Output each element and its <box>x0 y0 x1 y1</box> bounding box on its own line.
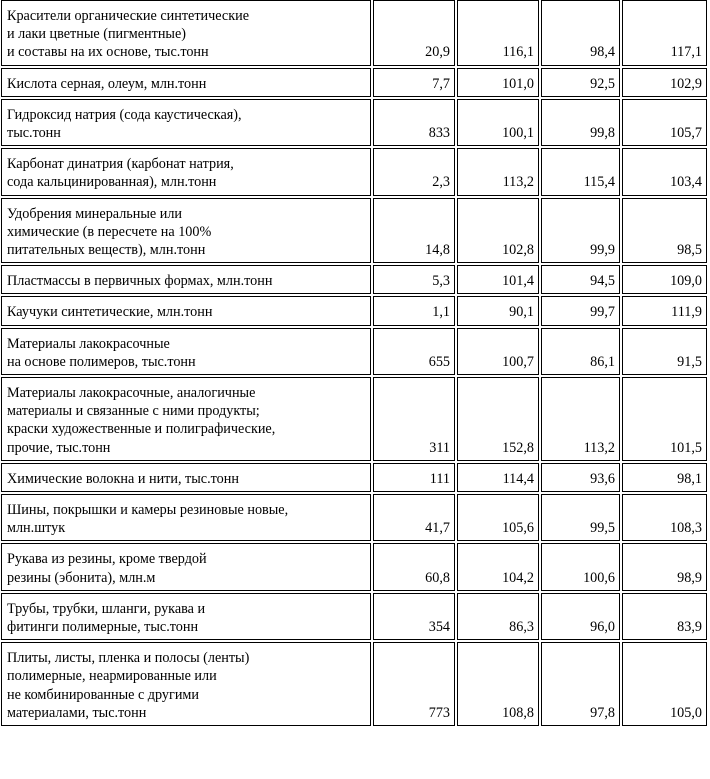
value-text: 97,8 <box>590 704 615 721</box>
value-cell-col4 <box>622 494 707 541</box>
value-text: 96,0 <box>590 619 615 636</box>
product-name-line: Трубы, трубки, шланги, рукава и <box>7 600 206 617</box>
product-name-line: Плиты, листы, пленка и полосы (ленты) <box>7 650 250 667</box>
value-cell-col3 <box>541 328 620 375</box>
product-name-line: сода кальцинированная), млн.тонн <box>7 174 217 191</box>
product-name-line: и лаки цветные (пигментные) <box>7 26 186 43</box>
value-cell-col2 <box>457 593 539 640</box>
product-name-line: Рукава из резины, кроме твердой <box>7 551 207 568</box>
value-text: 773 <box>428 704 450 721</box>
value-text: 354 <box>428 619 450 636</box>
value-text: 152,8 <box>502 439 534 456</box>
value-text: 114,4 <box>502 470 534 487</box>
value-text: 98,1 <box>677 470 702 487</box>
product-name-line: Удобрения минеральные или <box>7 205 182 222</box>
product-name <box>7 464 365 491</box>
value-text: 113,2 <box>583 439 615 456</box>
value-cell-col2 <box>457 328 539 375</box>
value-text: 90,1 <box>509 304 534 321</box>
value-text: 109,0 <box>670 273 702 290</box>
value-text: 311 <box>429 439 450 456</box>
product-name <box>7 199 365 263</box>
product-name-cell <box>1 593 371 640</box>
value-cell-col1 <box>373 463 455 492</box>
value-cell-col1 <box>373 198 455 264</box>
product-name-line: химические (в пересчете на 100% <box>7 223 212 240</box>
value-text: 100,1 <box>502 125 534 142</box>
table-row <box>1 99 707 146</box>
table-row <box>1 463 707 492</box>
product-name-cell <box>1 463 371 492</box>
value-text: 14,8 <box>425 242 450 259</box>
product-name-line: Химические волокна и нити, тыс.тонн <box>7 470 239 487</box>
value-cell-col4 <box>622 198 707 264</box>
value-text: 100,7 <box>502 353 534 370</box>
value-text: 115,4 <box>583 174 615 191</box>
value-text: 108,8 <box>502 704 534 721</box>
product-name-cell <box>1 0 371 66</box>
product-name-cell <box>1 198 371 264</box>
value-cell-col1 <box>373 377 455 461</box>
product-name <box>7 100 365 145</box>
product-name <box>7 69 365 96</box>
value-cell-col2 <box>457 68 539 97</box>
value-text: 92,5 <box>590 75 615 92</box>
value-cell-col1 <box>373 148 455 195</box>
value-text: 105,7 <box>670 125 702 142</box>
product-name-line: Каучуки синтетические, млн.тонн <box>7 304 213 321</box>
product-name-line: полимерные, неармированные или <box>7 668 217 685</box>
product-name-line: Карбонат динатрия (карбонат натрия, <box>7 156 234 173</box>
value-cell-col3 <box>541 198 620 264</box>
value-text: 99,7 <box>590 304 615 321</box>
value-text: 41,7 <box>425 520 450 537</box>
product-name-line: млн.штук <box>7 520 66 537</box>
table-row <box>1 198 707 264</box>
value-text: 101,4 <box>502 273 534 290</box>
product-name-line: Кислота серная, олеум, млн.тонн <box>7 75 207 92</box>
value-cell-col2 <box>457 265 539 294</box>
value-cell-col3 <box>541 642 620 726</box>
value-text: 5,3 <box>432 273 450 290</box>
product-name <box>7 1 365 65</box>
value-cell-col1 <box>373 642 455 726</box>
value-text: 104,2 <box>502 569 534 586</box>
value-cell-col2 <box>457 377 539 461</box>
value-cell-col1 <box>373 593 455 640</box>
value-cell-col3 <box>541 0 620 66</box>
product-name <box>7 266 365 293</box>
value-cell-col1 <box>373 68 455 97</box>
table-row <box>1 265 707 294</box>
product-name-line: Пластмассы в первичных формах, млн.тонн <box>7 273 273 290</box>
value-cell-col4 <box>622 543 707 590</box>
value-cell-col2 <box>457 148 539 195</box>
product-name-line: прочие, тыс.тонн <box>7 439 111 456</box>
value-cell-col1 <box>373 0 455 66</box>
value-cell-col3 <box>541 494 620 541</box>
value-cell-col2 <box>457 543 539 590</box>
product-name-line: питательных веществ), млн.тонн <box>7 242 206 259</box>
product-name-line: материалы и связанные с ними продукты; <box>7 403 260 420</box>
value-cell-col4 <box>622 642 707 726</box>
product-name-cell <box>1 148 371 195</box>
value-text: 86,1 <box>590 353 615 370</box>
product-name <box>7 643 365 725</box>
product-name-line: Материалы лакокрасочные <box>7 335 170 352</box>
product-name-line: краски художественные и полиграфические, <box>7 421 276 438</box>
value-cell-col1 <box>373 543 455 590</box>
value-text: 7,7 <box>432 75 450 92</box>
value-text: 83,9 <box>677 619 702 636</box>
table-row <box>1 642 707 726</box>
value-text: 108,3 <box>670 520 702 537</box>
value-cell-col3 <box>541 463 620 492</box>
value-cell-col2 <box>457 463 539 492</box>
value-text: 105,0 <box>670 704 702 721</box>
product-name <box>7 594 365 639</box>
product-name-cell <box>1 543 371 590</box>
value-cell-col4 <box>622 463 707 492</box>
value-cell-col2 <box>457 0 539 66</box>
value-cell-col4 <box>622 0 707 66</box>
product-name-line: Шины, покрышки и камеры резиновые новые, <box>7 502 289 519</box>
product-name-line: материалами, тыс.тонн <box>7 704 147 721</box>
value-text: 2,3 <box>432 174 450 191</box>
product-name <box>7 495 365 540</box>
table-row <box>1 0 707 66</box>
value-text: 833 <box>428 125 450 142</box>
value-cell-col1 <box>373 99 455 146</box>
value-text: 99,5 <box>590 520 615 537</box>
value-cell-col3 <box>541 148 620 195</box>
value-text: 99,9 <box>590 242 615 259</box>
value-text: 103,4 <box>670 174 702 191</box>
value-cell-col1 <box>373 328 455 375</box>
value-cell-col3 <box>541 593 620 640</box>
product-name <box>7 378 365 460</box>
value-text: 60,8 <box>425 569 450 586</box>
value-cell-col3 <box>541 68 620 97</box>
product-name-cell <box>1 99 371 146</box>
value-text: 100,6 <box>583 569 615 586</box>
product-name-line: фитинги полимерные, тыс.тонн <box>7 619 199 636</box>
table-row <box>1 296 707 325</box>
value-cell-col3 <box>541 99 620 146</box>
value-text: 105,6 <box>502 520 534 537</box>
value-cell-col3 <box>541 543 620 590</box>
value-text: 655 <box>428 353 450 370</box>
value-text: 1,1 <box>432 304 450 321</box>
product-name-line: тыс.тонн <box>7 125 61 142</box>
value-cell-col3 <box>541 296 620 325</box>
value-text: 102,9 <box>670 75 702 92</box>
value-cell-col2 <box>457 99 539 146</box>
value-cell-col3 <box>541 377 620 461</box>
value-cell-col4 <box>622 99 707 146</box>
product-name-cell <box>1 642 371 726</box>
value-text: 86,3 <box>509 619 534 636</box>
value-cell-col1 <box>373 296 455 325</box>
product-name-line: Гидроксид натрия (сода каустическая), <box>7 106 242 123</box>
value-text: 98,5 <box>677 242 702 259</box>
product-name <box>7 544 365 589</box>
value-cell-col4 <box>622 296 707 325</box>
value-text: 101,5 <box>670 439 702 456</box>
table-row <box>1 377 707 461</box>
table-row <box>1 543 707 590</box>
product-name-line: на основе полимеров, тыс.тонн <box>7 353 196 370</box>
value-cell-col3 <box>541 265 620 294</box>
value-cell-col2 <box>457 494 539 541</box>
product-name-line: и составы на их основе, тыс.тонн <box>7 44 209 61</box>
value-cell-col4 <box>622 265 707 294</box>
value-cell-col2 <box>457 198 539 264</box>
table-row <box>1 328 707 375</box>
value-text: 111 <box>429 470 450 487</box>
table-body <box>1 0 707 726</box>
value-cell-col1 <box>373 494 455 541</box>
value-cell-col2 <box>457 642 539 726</box>
value-cell-col1 <box>373 265 455 294</box>
product-name-cell <box>1 328 371 375</box>
value-text: 20,9 <box>425 44 450 61</box>
product-name-cell <box>1 265 371 294</box>
value-text: 102,8 <box>502 242 534 259</box>
value-text: 98,9 <box>677 569 702 586</box>
value-text: 111,9 <box>671 304 702 321</box>
value-cell-col4 <box>622 377 707 461</box>
value-text: 94,5 <box>590 273 615 290</box>
value-cell-col2 <box>457 296 539 325</box>
product-name-cell <box>1 377 371 461</box>
value-text: 99,8 <box>590 125 615 142</box>
product-name-cell <box>1 494 371 541</box>
table-row <box>1 593 707 640</box>
product-name <box>7 329 365 374</box>
product-name-line: не комбинированные с другими <box>7 686 200 703</box>
product-name-line: Красители органические синтетические <box>7 8 249 24</box>
product-name-cell <box>1 296 371 325</box>
value-cell-col4 <box>622 68 707 97</box>
value-text: 117,1 <box>670 44 702 61</box>
value-text: 98,4 <box>590 44 615 61</box>
table-row <box>1 68 707 97</box>
product-name-line: резины (эбонита), млн.м <box>7 569 156 586</box>
table-row <box>1 494 707 541</box>
table-row <box>1 148 707 195</box>
value-text: 91,5 <box>677 353 702 370</box>
product-name-line: Материалы лакокрасочные, аналогичные <box>7 385 256 402</box>
product-name <box>7 149 365 194</box>
value-text: 113,2 <box>502 174 534 191</box>
value-cell-col4 <box>622 328 707 375</box>
product-name-cell <box>1 68 371 97</box>
value-text: 93,6 <box>590 470 615 487</box>
value-cell-col4 <box>622 148 707 195</box>
value-cell-col4 <box>622 593 707 640</box>
value-text: 116,1 <box>502 44 534 61</box>
value-text: 101,0 <box>502 75 534 92</box>
product-name <box>7 297 365 324</box>
